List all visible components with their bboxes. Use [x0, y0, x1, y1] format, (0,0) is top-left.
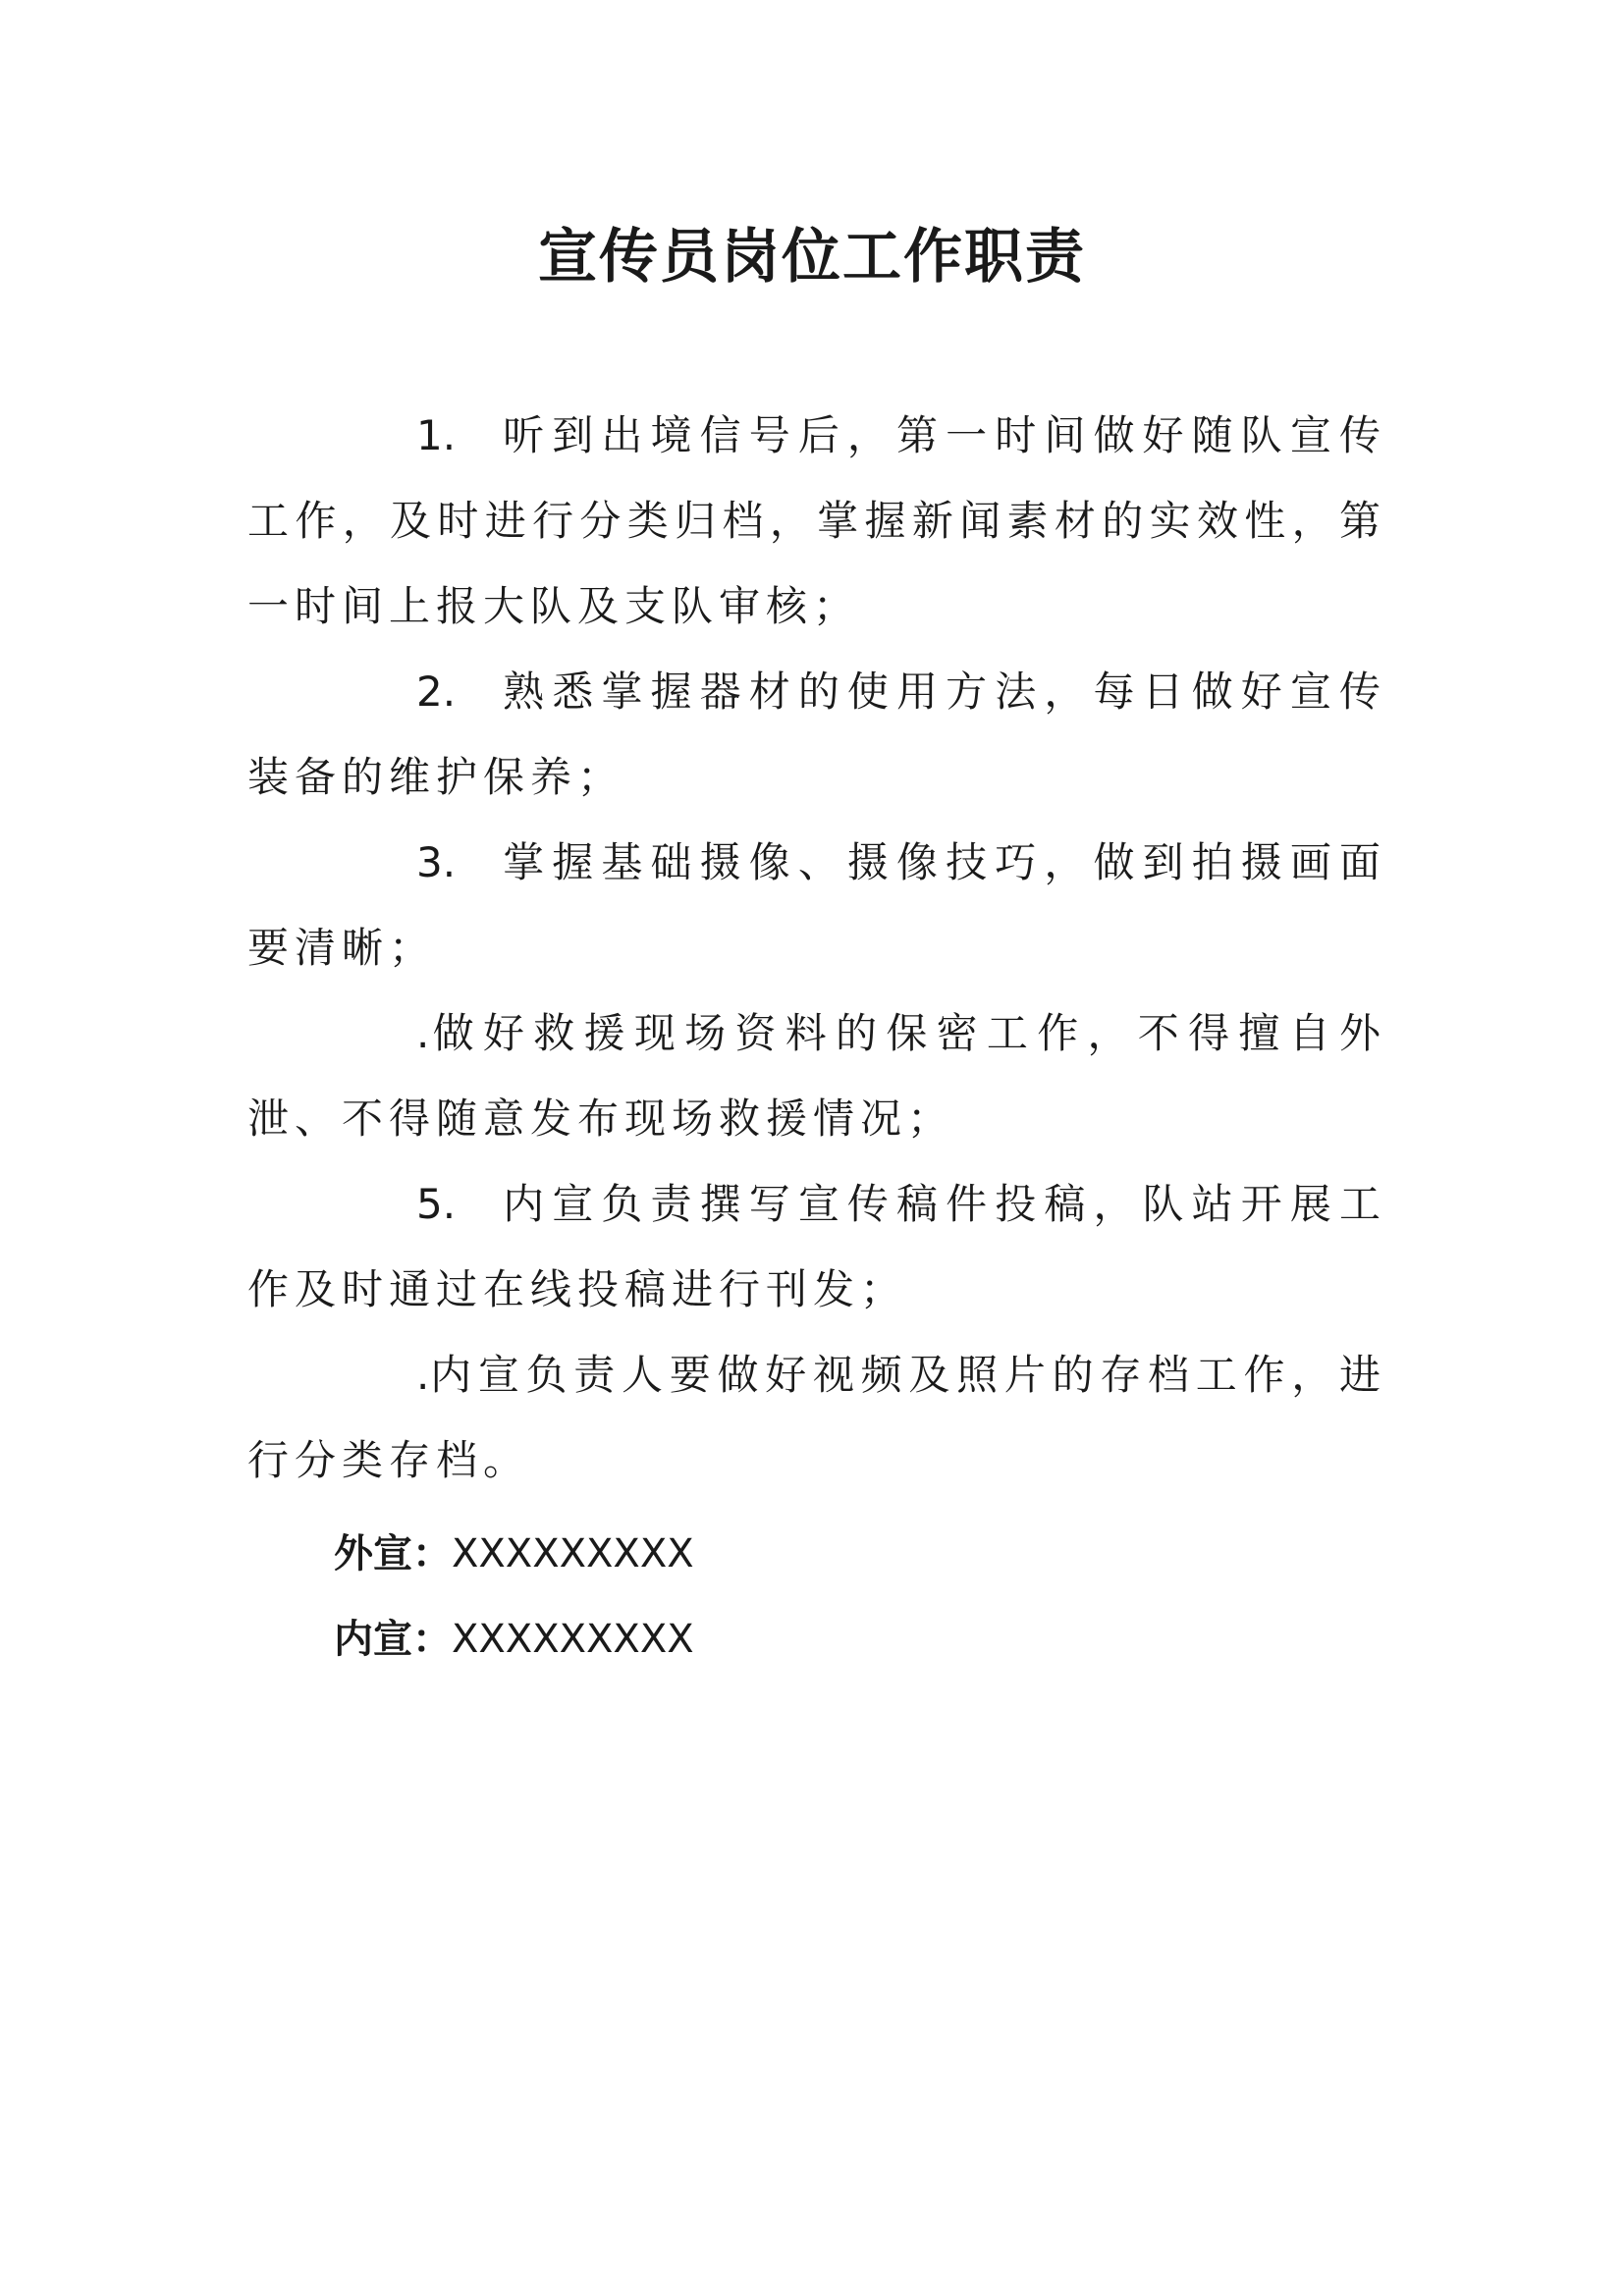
duty-text: 内宣负责人要做好视频及照片的存档工作，进行分类存档。	[247, 1351, 1386, 1484]
duty-item-2	[247, 649, 1386, 820]
duty-number: 5.	[416, 1180, 457, 1228]
duty-list	[247, 393, 1386, 1503]
signature-label: 外宣：	[334, 1531, 452, 1576]
duty-number: .	[416, 1009, 430, 1057]
signature-label: 内宣：	[334, 1617, 452, 1662]
duty-item-4	[247, 990, 1386, 1161]
duty-text: 内宣负责撰写宣传稿件投稿，队站开展工作及时通过在线投稿进行刊发；	[247, 1180, 1386, 1313]
duty-item-6	[247, 1332, 1386, 1503]
signature-value: XXXXXXXXX	[452, 1531, 694, 1576]
duty-item-3	[247, 820, 1386, 990]
duty-text: 熟悉掌握器材的使用方法，每日做好宣传装备的维护保养；	[247, 667, 1386, 801]
signature-internal	[334, 1597, 694, 1682]
document-title: 宣传员岗位工作职责	[538, 223, 1086, 292]
duty-number: 1.	[416, 411, 457, 459]
duty-text: 听到出境信号后，第一时间做好随队宣传工作，及时进行分类归档，掌握新闻素材的实效性，第一时间上报大队及支队审核；	[247, 411, 1386, 630]
duty-number: 2.	[416, 667, 457, 716]
duty-text: 做好救援现场资料的保密工作，不得擅自外泄、不得随意发布现场救援情况；	[247, 1009, 1386, 1143]
duty-number: 3.	[416, 838, 457, 886]
duty-item-5	[247, 1161, 1386, 1332]
signature-value: XXXXXXXXX	[452, 1617, 694, 1662]
signature-block	[334, 1512, 694, 1682]
duty-item-1	[247, 393, 1386, 649]
duty-number: .	[416, 1351, 430, 1399]
duty-text: 掌握基础摄像、摄像技巧，做到拍摄画面要清晰；	[247, 838, 1386, 972]
signature-outreach	[334, 1512, 694, 1597]
